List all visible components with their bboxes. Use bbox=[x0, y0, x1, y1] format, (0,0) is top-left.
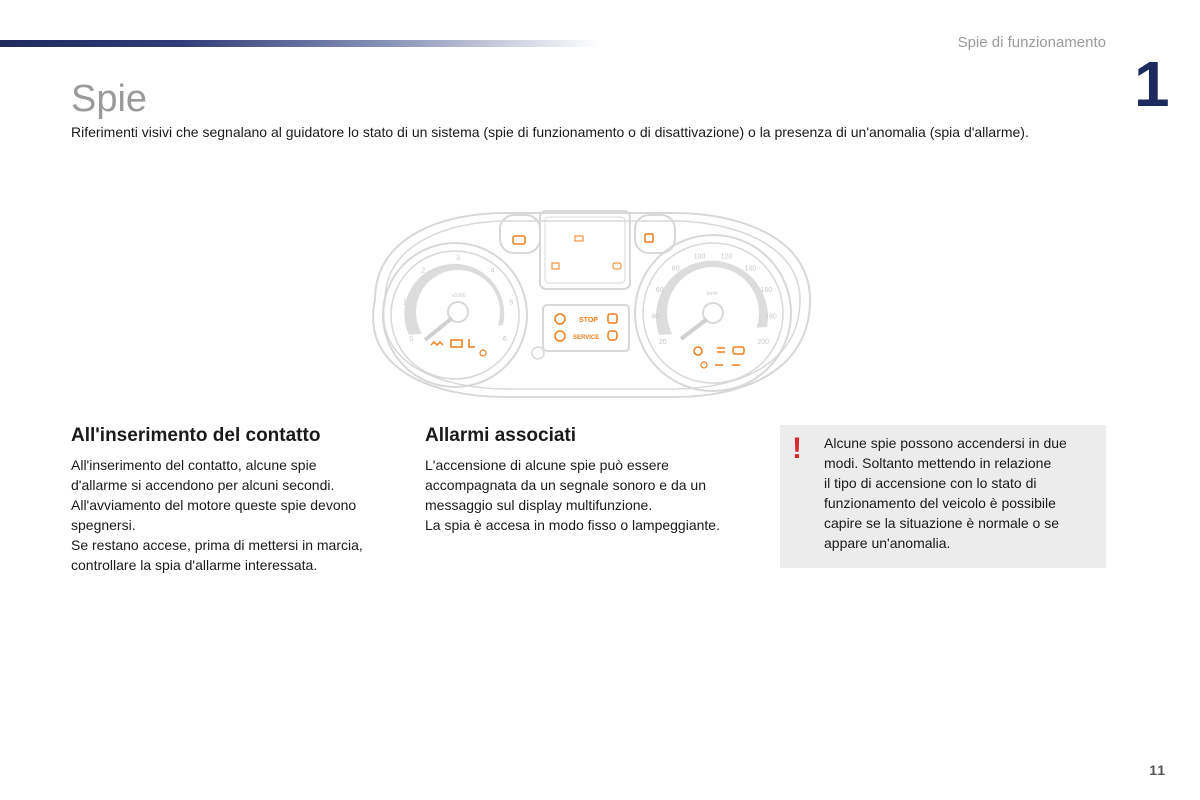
body-line: All'inserimento del contatto, alcune spie bbox=[71, 457, 317, 473]
exclamation-icon: ! bbox=[792, 432, 802, 465]
instrument-cluster-illustration bbox=[355, 205, 825, 405]
body-line: spegnersi. bbox=[71, 517, 136, 533]
section-heading: Allarmi associati bbox=[425, 425, 577, 446]
lamp-service-right bbox=[608, 331, 617, 340]
dial-tick-label: 5 bbox=[509, 299, 514, 307]
lamp-display-right bbox=[613, 263, 621, 269]
rpm-unit-label: x1000 bbox=[452, 293, 466, 299]
lamp-speedo-4 bbox=[701, 362, 707, 368]
dial-tick-label: 80 bbox=[671, 265, 680, 273]
header-color-bar bbox=[0, 40, 600, 47]
lamp-tacho-4 bbox=[480, 350, 486, 356]
dial-tick-label: 20 bbox=[658, 339, 667, 346]
center-warning-panel bbox=[543, 305, 629, 351]
chapter-number: 1 bbox=[1134, 48, 1168, 120]
dial-tick-label: 100 bbox=[693, 253, 706, 261]
speed-unit-label: km/h bbox=[707, 291, 718, 297]
lamp-display-top bbox=[575, 236, 583, 241]
body-line: La spia è accesa in modo fisso o lampeggiante. bbox=[425, 517, 720, 533]
dial-tick-label: 6 bbox=[502, 336, 507, 343]
note-line: modi. Soltanto mettendo in relazione bbox=[824, 455, 1052, 471]
stop-lamp-label: STOP bbox=[579, 317, 598, 324]
dial-tick-label: 1 bbox=[402, 299, 407, 307]
dial-tick-label: 200 bbox=[757, 339, 770, 346]
dial-tick-label: 40 bbox=[651, 313, 659, 321]
dial-tick-label: 160 bbox=[760, 287, 773, 294]
dial-tick-label: 120 bbox=[720, 253, 733, 261]
note-line: Alcune spie possono accendersi in due bbox=[824, 435, 1067, 451]
intro-text: Riferimenti visivi che segnalano al guidatore lo stato di un sistema (spie di funzionamento o di disattivazione) o la presenza di un'anomalia (spia d'allarme). bbox=[71, 124, 1029, 140]
dial-tick-label: 180 bbox=[765, 313, 777, 321]
multifunction-display bbox=[540, 211, 630, 289]
body-line: accompagnata da un segnale sonoro e da un bbox=[425, 477, 706, 493]
dial-tick-label: 0 bbox=[409, 336, 414, 343]
lamp-stop-right bbox=[608, 314, 617, 323]
section-body bbox=[71, 455, 401, 575]
note-line: appare un'anomalia. bbox=[824, 535, 951, 551]
body-line: messaggio sul display multifunzione. bbox=[425, 497, 653, 513]
note-line: funzionamento del veicolo è possibile bbox=[824, 495, 1056, 511]
lamp-service-left bbox=[555, 331, 565, 341]
section-body bbox=[425, 455, 755, 535]
lamp-stop-left bbox=[555, 314, 565, 324]
warning-note-box bbox=[780, 425, 1106, 568]
dial-tick-label: 2 bbox=[421, 267, 426, 275]
note-line: capire se la situazione è normale o se bbox=[824, 515, 1060, 531]
note-text bbox=[824, 433, 1099, 553]
body-line: controllare la spia d'allarme interessata. bbox=[71, 557, 318, 573]
section-title: Spie di funzionamento bbox=[957, 34, 1106, 51]
body-line: Se restano accese, prima di mettersi in marcia, bbox=[71, 537, 363, 553]
dial-tick-label: 4 bbox=[490, 267, 495, 275]
lamp-top-left bbox=[513, 236, 525, 244]
dial-tick-label: 60 bbox=[655, 287, 664, 294]
body-line: All'avviamento del motore queste spie devono bbox=[71, 497, 357, 513]
body-line: L'accensione di alcune spie può essere bbox=[425, 457, 669, 473]
lamp-top-right bbox=[645, 234, 653, 242]
page-title: Spie bbox=[71, 78, 148, 120]
section-ignition-on bbox=[71, 425, 401, 575]
lamp-display-left bbox=[552, 263, 559, 269]
service-lamp-label: SERVICE bbox=[573, 335, 600, 341]
note-line: il tipo di accensione con lo stato di bbox=[824, 475, 1037, 491]
dial-tick-label: 3 bbox=[456, 255, 460, 262]
section-heading: All'inserimento del contatto bbox=[71, 425, 321, 446]
page-number: 11 bbox=[1149, 762, 1166, 778]
section-associated-alarms bbox=[425, 425, 755, 535]
body-line: d'allarme si accendono per alcuni secondi. bbox=[71, 477, 335, 493]
dial-tick-label: 140 bbox=[744, 265, 757, 273]
